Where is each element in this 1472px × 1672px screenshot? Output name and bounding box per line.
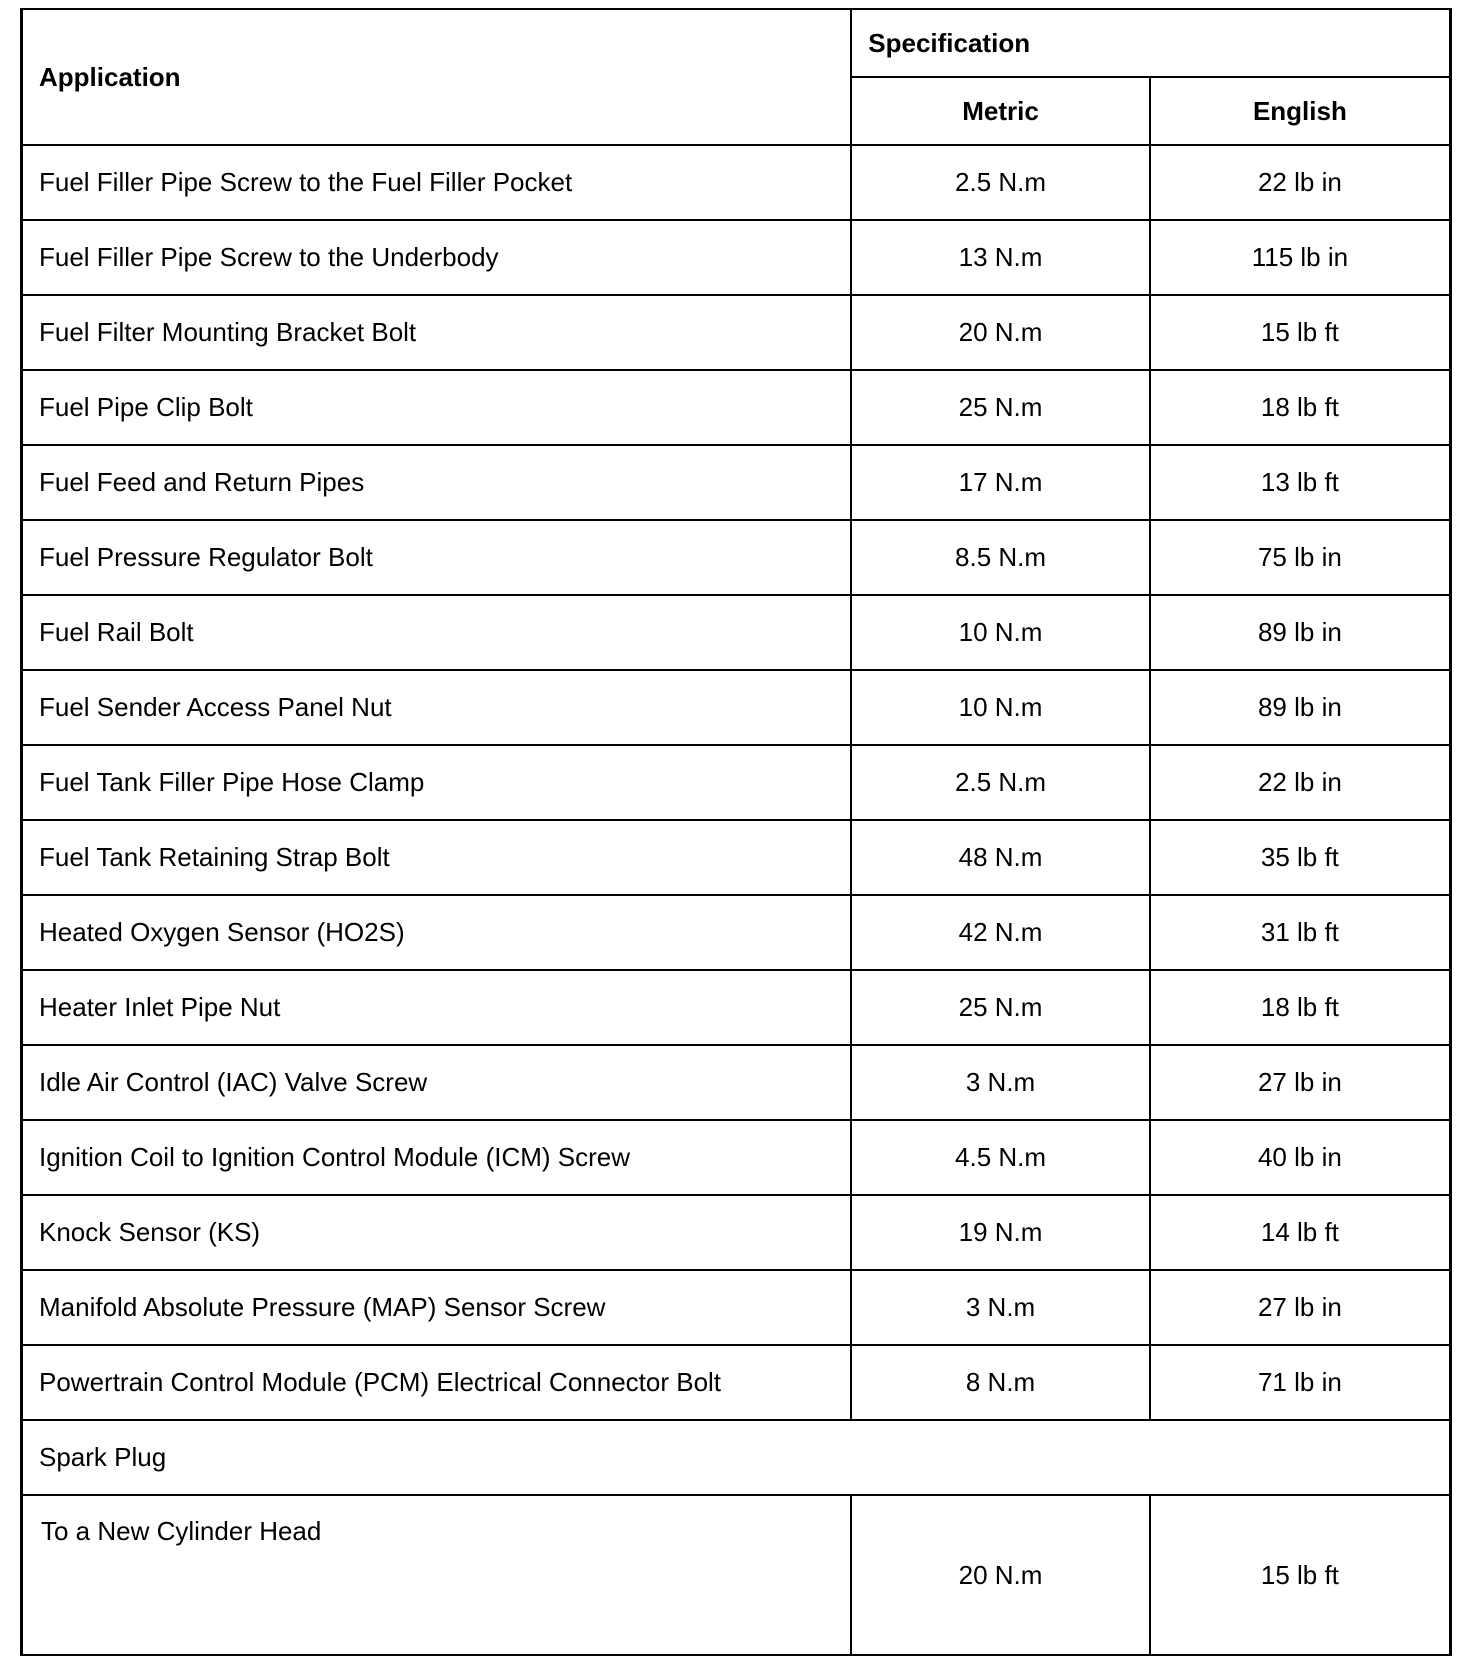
metric-cell: 42 N.m (851, 895, 1150, 970)
header-row-1 (22, 9, 1451, 77)
application-cell: Knock Sensor (KS) (22, 1195, 852, 1270)
metric-cell: 3 N.m (851, 1045, 1150, 1120)
metric-cell: 17 N.m (851, 445, 1150, 520)
header-application: Application (22, 9, 852, 145)
table-row (22, 1345, 1451, 1420)
table-row (22, 295, 1451, 370)
application-cell: Powertrain Control Module (PCM) Electrical Connector Bolt (22, 1345, 852, 1420)
application-cell: To a New Cylinder Head (22, 1495, 852, 1655)
torque-spec-table (20, 8, 1452, 1656)
table-row (22, 895, 1451, 970)
application-cell: Ignition Coil to Ignition Control Module (ICM) Screw (22, 1120, 852, 1195)
metric-cell: 20 N.m (851, 295, 1150, 370)
application-cell: Fuel Tank Retaining Strap Bolt (22, 820, 852, 895)
table-row (22, 520, 1451, 595)
metric-cell: 2.5 N.m (851, 145, 1150, 220)
table-row (22, 1270, 1451, 1345)
application-cell: Idle Air Control (IAC) Valve Screw (22, 1045, 852, 1120)
table-row (22, 595, 1451, 670)
table-row (22, 370, 1451, 445)
application-cell: Fuel Pressure Regulator Bolt (22, 520, 852, 595)
english-cell: 89 lb in (1150, 595, 1451, 670)
metric-cell: 10 N.m (851, 595, 1150, 670)
table-row (22, 145, 1451, 220)
application-cell: Fuel Sender Access Panel Nut (22, 670, 852, 745)
sub-table-row (22, 1495, 1451, 1655)
table-row (22, 1195, 1451, 1270)
application-cell: Fuel Feed and Return Pipes (22, 445, 852, 520)
english-cell: 27 lb in (1150, 1045, 1451, 1120)
table-row (22, 445, 1451, 520)
metric-cell: 2.5 N.m (851, 745, 1150, 820)
group-label: Spark Plug (22, 1420, 1451, 1495)
application-cell: Heated Oxygen Sensor (HO2S) (22, 895, 852, 970)
metric-cell: 4.5 N.m (851, 1120, 1150, 1195)
english-cell: 22 lb in (1150, 745, 1451, 820)
english-cell: 71 lb in (1150, 1345, 1451, 1420)
english-cell: 15 lb ft (1150, 295, 1451, 370)
metric-cell: 20 N.m (851, 1495, 1150, 1655)
application-cell: Fuel Tank Filler Pipe Hose Clamp (22, 745, 852, 820)
table-row (22, 670, 1451, 745)
application-cell: Fuel Filler Pipe Screw to the Underbody (22, 220, 852, 295)
application-cell: Fuel Pipe Clip Bolt (22, 370, 852, 445)
english-cell: 22 lb in (1150, 145, 1451, 220)
header-english: English (1150, 77, 1451, 145)
header-metric: Metric (851, 77, 1150, 145)
english-cell: 14 lb ft (1150, 1195, 1451, 1270)
metric-cell: 8 N.m (851, 1345, 1150, 1420)
table-row (22, 220, 1451, 295)
application-cell: Fuel Filter Mounting Bracket Bolt (22, 295, 852, 370)
english-cell: 89 lb in (1150, 670, 1451, 745)
table-row (22, 1120, 1451, 1195)
metric-cell: 25 N.m (851, 970, 1150, 1045)
english-cell: 13 lb ft (1150, 445, 1451, 520)
english-cell: 40 lb in (1150, 1120, 1451, 1195)
application-cell: Heater Inlet Pipe Nut (22, 970, 852, 1045)
metric-cell: 10 N.m (851, 670, 1150, 745)
metric-cell: 8.5 N.m (851, 520, 1150, 595)
english-cell: 75 lb in (1150, 520, 1451, 595)
metric-cell: 3 N.m (851, 1270, 1150, 1345)
english-cell: 15 lb ft (1150, 1495, 1451, 1655)
group-row (22, 1420, 1451, 1495)
metric-cell: 19 N.m (851, 1195, 1150, 1270)
metric-cell: 48 N.m (851, 820, 1150, 895)
application-cell: Fuel Filler Pipe Screw to the Fuel Filler Pocket (22, 145, 852, 220)
english-cell: 27 lb in (1150, 1270, 1451, 1345)
english-cell: 18 lb ft (1150, 370, 1451, 445)
metric-cell: 13 N.m (851, 220, 1150, 295)
english-cell: 115 lb in (1150, 220, 1451, 295)
metric-cell: 25 N.m (851, 370, 1150, 445)
table-body (22, 145, 1451, 1655)
header-specification: Specification (851, 9, 1450, 77)
english-cell: 18 lb ft (1150, 970, 1451, 1045)
table-row (22, 745, 1451, 820)
english-cell: 31 lb ft (1150, 895, 1451, 970)
application-cell: Manifold Absolute Pressure (MAP) Sensor Screw (22, 1270, 852, 1345)
english-cell: 35 lb ft (1150, 820, 1451, 895)
application-cell: Fuel Rail Bolt (22, 595, 852, 670)
table-row (22, 820, 1451, 895)
table-row (22, 970, 1451, 1045)
table-row (22, 1045, 1451, 1120)
